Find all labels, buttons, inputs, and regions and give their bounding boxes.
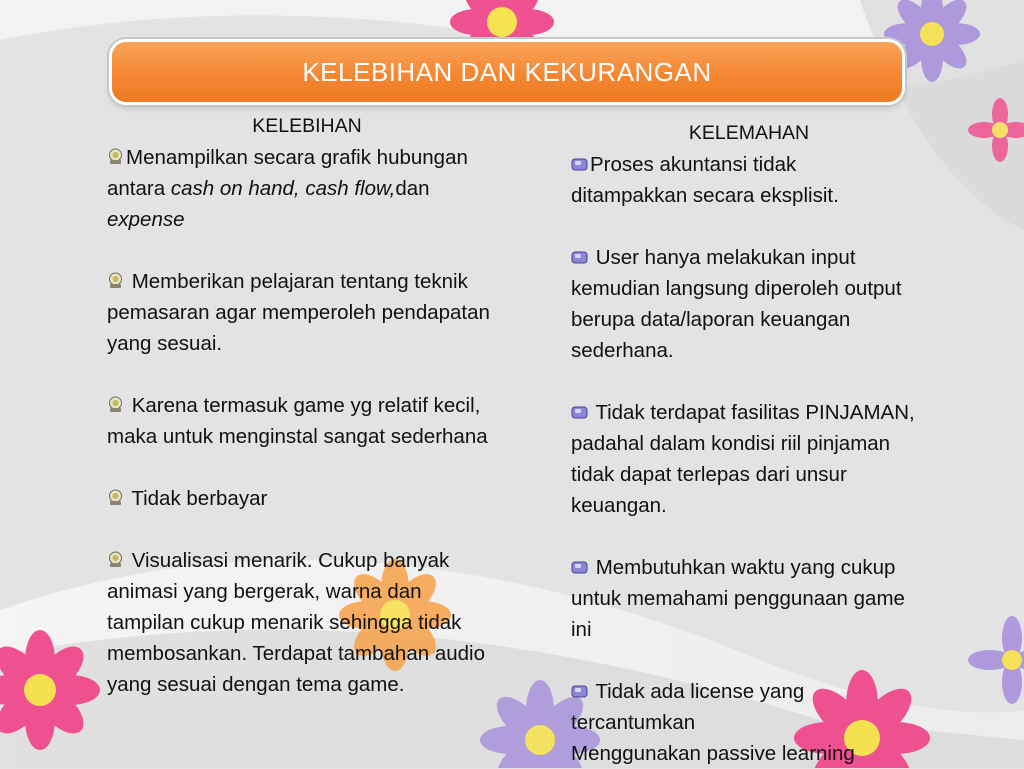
trophy-bullet-icon	[107, 489, 124, 506]
trophy-bullet-icon	[107, 551, 124, 568]
slide-title: KELEBIHAN DAN KEKURANGAN	[302, 56, 712, 87]
disadvantage-item: Proses akuntansi tidak ditampakkan secara eksplisit.	[571, 153, 839, 207]
trophy-bullet-icon	[107, 148, 124, 165]
gem-bullet-icon	[571, 250, 588, 265]
advantage-item: Memberikan pelajaran tentang teknik pemasaran agar memperoleh pendapatan yang sesuai.	[107, 270, 490, 355]
title-banner	[112, 42, 902, 102]
disadvantages-heading: KELEMAHAN	[688, 122, 810, 144]
disadvantages-column	[571, 118, 916, 769]
gem-bullet-icon	[571, 684, 588, 699]
gem-bullet-icon	[571, 405, 588, 420]
advantage-item: Tidak berbayar	[107, 483, 502, 514]
disadvantage-item: User hanya melakukan input kemudian langsung diperoleh output berupa data/laporan keuangan sederhana.	[571, 246, 902, 362]
disadvantage-item: Tidak terdapat fasilitas PINJAMAN, padahal dalam kondisi riil pinjaman tidak dapat terlepas dari unsur keuangan.	[571, 401, 915, 517]
advantage-item: Karena termasuk game yg relatif kecil, maka untuk menginstal sangat sederhana	[107, 394, 488, 448]
trophy-bullet-icon	[107, 272, 124, 289]
gem-bullet-icon	[571, 560, 588, 575]
advantages-column	[107, 111, 502, 700]
advantages-heading: KELEBIHAN	[252, 115, 362, 137]
gem-bullet-icon	[571, 157, 588, 172]
advantage-item: Menampilkan secara grafik hubungan antara cash on hand, cash flow,dan expense	[107, 146, 468, 231]
disadvantage-item: Membutuhkan waktu yang cukup untuk memahami penggunaan game ini	[571, 556, 905, 641]
disadvantage-item: Tidak ada license yang tercantumkan	[571, 680, 805, 734]
disadvantage-item: Menggunakan passive learning	[571, 742, 855, 765]
advantage-item: Visualisasi menarik. Cukup banyak animasi yang bergerak, warna dan tampilan cukup menarik sehingga tidak membosankan. Terdapat tambahan audio yang sesuai dengan tema game.	[107, 549, 485, 696]
trophy-bullet-icon	[107, 396, 124, 413]
